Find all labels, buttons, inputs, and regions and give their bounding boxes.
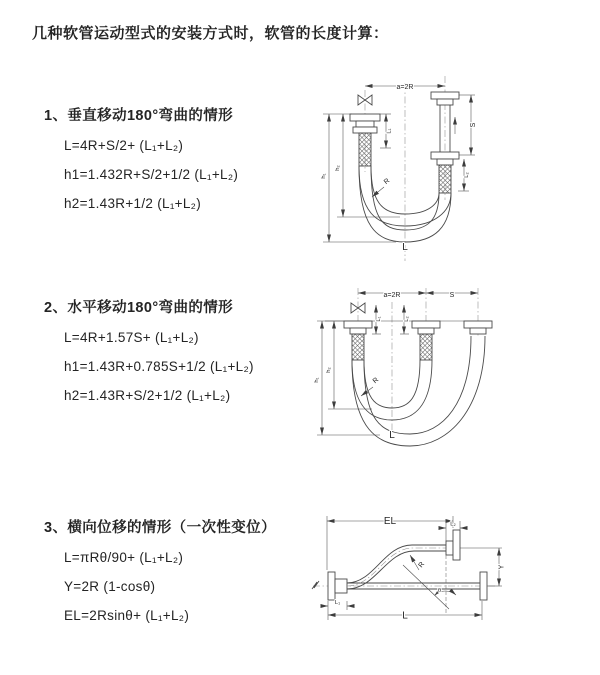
dimension-s: [426, 292, 478, 299]
left-end-fitting: [344, 321, 372, 360]
hose-u-bend: [359, 166, 451, 242]
hose-braid: [352, 334, 364, 360]
radius-callout: [361, 377, 380, 396]
diagram-horizontal-180-bend: [308, 278, 600, 468]
dim-label-l2: L₂: [404, 316, 410, 322]
dimension-l1: [372, 305, 382, 334]
diagram-lateral-displacement: [298, 503, 600, 635]
formula-line: Y=2R (1-cosθ): [64, 579, 156, 594]
diagram-vertical-180-bend: [308, 70, 600, 266]
dimension-l2: [400, 305, 410, 334]
dimension-l1: [321, 600, 354, 610]
dimension-l: [328, 601, 482, 622]
displaced-hose: [347, 530, 460, 589]
dim-label-r: R: [371, 376, 381, 386]
dim-label-a-2r: a=2R: [383, 291, 401, 299]
dim-label-length: L: [402, 242, 408, 253]
formula-line: L=πRθ/90+ (L₁+L₂): [64, 550, 184, 565]
dimension-a-2r: [365, 84, 445, 91]
dim-label-s: S: [449, 291, 455, 299]
dim-label-h2: h₂: [326, 367, 332, 373]
formula-line: h1=1.43R+0.785S+1/2 (L₁+L₂): [64, 359, 254, 374]
document-title: 几种软管运动型式的安装方式时，软管的长度计算：: [32, 25, 389, 42]
section-2: [44, 296, 254, 404]
section-3-heading: 3、横向位移的情形（一次性变位）: [44, 520, 276, 536]
formula-line: L=4R+S/2+ (L₁+L₂): [64, 138, 184, 153]
hose-braid: [359, 133, 371, 166]
dim-label-l1: L₁: [334, 600, 341, 606]
dim-label-length: L: [389, 430, 395, 441]
section-1-heading: 1、垂直移动180°弯曲的情形: [44, 108, 234, 124]
left-end-fitting: [328, 572, 347, 600]
dimension-a-2r: [358, 292, 426, 299]
dim-label-r: R: [417, 560, 427, 570]
dimension-l1: [380, 114, 393, 148]
section-1: [44, 104, 238, 212]
section-3: [44, 516, 276, 624]
dim-label-h1: h₁: [321, 173, 327, 179]
formula-line: h2=1.43R+1/2 (L₁+L₂): [64, 196, 202, 211]
dim-label-l1: L₁: [386, 128, 393, 134]
left-end-fitting: [350, 114, 380, 166]
dim-label-l1: L₁: [376, 316, 382, 322]
radius-callout: [410, 555, 426, 570]
middle-end-fitting: [412, 321, 440, 360]
dim-label-a-2r: a=2R: [396, 83, 414, 91]
section-2-heading: 2、水平移动180°弯曲的情形: [44, 300, 234, 316]
formula-line: L=4R+1.57S+ (L₁+L₂): [64, 330, 199, 345]
dim-label-y: Y: [498, 564, 506, 570]
dim-label-h2: h₂: [335, 165, 341, 171]
dim-label-s: S: [470, 122, 477, 128]
break-mark: [312, 581, 319, 589]
dimension-l2: [458, 159, 470, 191]
formula-line: EL=2Rsinθ+ (L₁+L₂): [64, 608, 190, 623]
dim-label-l2: L₂: [464, 172, 470, 178]
formula-line: h2=1.43R+S/2+1/2 (L₁+L₂): [64, 388, 231, 403]
dim-label-h1: h₁: [314, 377, 320, 383]
right-end-flange: [480, 572, 487, 600]
dim-label-theta: θ: [437, 588, 442, 594]
formula-line: h1=1.432R+S/2+1/2 (L₁+L₂): [64, 167, 239, 182]
dimension-h1-h2: [314, 321, 380, 435]
hose-braid: [420, 334, 432, 360]
right-end-fitting: [464, 321, 492, 334]
upper-fitting: [446, 541, 453, 555]
hose-u-bend: [352, 336, 485, 446]
upper-flange: [453, 530, 460, 560]
dim-label-el: EL: [383, 516, 397, 527]
dim-label-r: R: [382, 177, 392, 187]
angle-theta-construction: [403, 555, 456, 613]
dim-label-l2: L₂: [450, 521, 456, 528]
dim-label-length: L: [402, 610, 408, 622]
dimension-s: [459, 95, 477, 155]
hose-braid: [439, 165, 451, 193]
